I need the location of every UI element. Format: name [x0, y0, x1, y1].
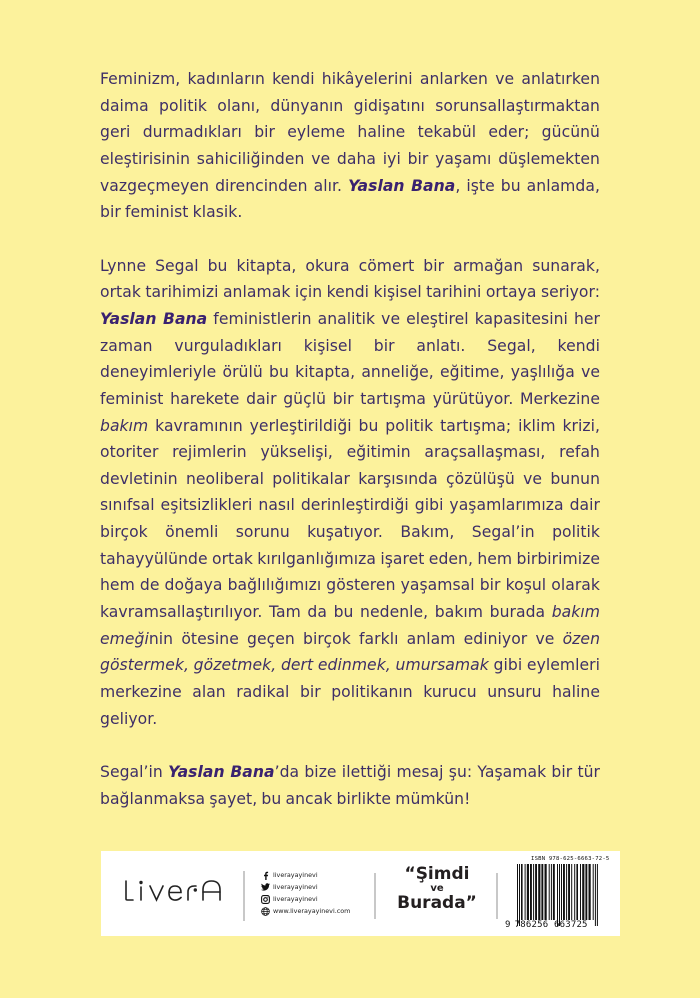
barcode-bar [519, 864, 520, 926]
social-links [261, 869, 350, 917]
barcode-bar [597, 864, 598, 926]
blurb-text: Segal’in [100, 763, 169, 782]
social-label: www.liverayayinevi.com [273, 907, 351, 915]
book-title-emphasis: Yaslan Bana [100, 309, 208, 328]
series-line-3: Burada” [397, 893, 477, 913]
barcode-bar [559, 864, 560, 926]
barcode-bar [535, 864, 537, 920]
barcode-bar [568, 864, 570, 920]
divider [243, 871, 245, 921]
social-link-facebook[interactable] [261, 869, 350, 881]
barcode-bar [561, 864, 562, 920]
blurb-text: kavramının yerleştirildiği bu politik tartışma; iklim krizi, otoriter rejimlerin yükselişi, eğitimin araçsallaşması, refah devletinin neoliberal politikalar karşısında çözülüşü ve bunun sınıfsal eşitsizlikleri nasıl derinleştirdiği gibi yaşamlarımıza dair birçok önemli sorunu kuşatıyor. Bakım, Segal’in politik tahayyülünde ortak kırılganlığımıza işaret eden, hem birbirimize hem de doğaya bağlılığımızı gösteren yaşamsal bir koşul olarak kavramsallaştırılıyor. Tam da bu nedenle, bakım burada [100, 416, 600, 622]
social-link-twitter[interactable] [261, 881, 350, 893]
barcode-icon [515, 864, 613, 926]
ean-digits [505, 920, 588, 930]
barcode-bar [595, 864, 596, 926]
barcode-bar [538, 864, 540, 920]
barcode-bar [557, 864, 558, 926]
barcode-bar [566, 864, 567, 920]
barcode-bar [527, 864, 529, 920]
italic-emphasis: özen göstermek, gözetmek, dert edinmek, umursamak [100, 629, 600, 675]
blurb-text: Feminizm, kadınların kendi hikâyelerini anlarken ve anlatırken daima politik olanı, dünyanın gidişatını sorunsallaştırmaktan geri durmadıkları bir eyleme haline tekabül eder; gücünü eleştirisinin sahiciliğinden ve daha iyi bir yaşamı düşlemekten vazgeçmeyen direncinden alır. [100, 70, 600, 195]
back-cover-blurb [100, 66, 600, 839]
barcode-bar [549, 864, 550, 920]
italic-emphasis: bakım emeği [100, 603, 600, 648]
barcode-bar [533, 864, 534, 920]
livera-logo-icon [123, 877, 235, 903]
publisher-info-strip [101, 851, 620, 936]
social-label: liverayayinevi [273, 871, 318, 879]
social-label: liverayayinevi [273, 895, 318, 903]
series-name [387, 865, 487, 913]
divider [374, 873, 376, 919]
isbn-label: ISBN 978-625-6663-72-5 [531, 856, 610, 862]
barcode-bar [563, 864, 565, 920]
blurb-text: nin ötesine geçen birçok farklı anlam ediniyor ve [148, 629, 563, 648]
barcode-bar [576, 864, 578, 920]
publisher-logo [123, 877, 235, 910]
ean-group-1: 786256 [514, 920, 549, 930]
social-link-website[interactable] [261, 905, 350, 917]
ean-first-digit: 9 [505, 920, 511, 930]
social-link-instagram[interactable] [261, 893, 350, 905]
barcode-bar [551, 864, 552, 920]
series-line-1: “Şimdi [404, 864, 470, 884]
italic-emphasis: bakım [100, 416, 149, 435]
barcode-bar [530, 864, 532, 920]
blurb-text: , işte bu anlamda, bir feminist klasik. [100, 176, 600, 222]
barcode-bar [521, 864, 523, 920]
twitter-icon [261, 883, 270, 892]
globe-icon [261, 907, 270, 916]
barcode-bar [553, 864, 555, 920]
instagram-icon [261, 895, 270, 904]
barcode-bar [593, 864, 594, 920]
barcode-bar [582, 864, 584, 920]
blurb-paragraph [100, 66, 600, 226]
blurb-text: feministlerin analitik ve eleştirel kapasitesini her zaman vurguladıkları kişisel bir anlatı. Segal, kendi deneyimleriyle örülü bu kitapta, anneliğe, eğitime, yaşlılığa ve feminist harekete dair güçlü bir tartışma yürütüyor. Merkezine [100, 309, 600, 408]
barcode-bar [545, 864, 547, 920]
facebook-icon [261, 871, 270, 880]
series-line-2: ve [430, 883, 444, 894]
blurb-paragraph [100, 253, 600, 733]
barcode-bar [541, 864, 543, 920]
divider [496, 873, 498, 919]
barcode-bar [580, 864, 581, 920]
barcode-bar [574, 864, 575, 920]
blurb-text: gibi eylemleri merkezine alan radikal bir politikanın kurucu unsuru haline geliyor. [100, 656, 600, 728]
social-label: liverayayinevi [273, 883, 318, 891]
barcode-bar [525, 864, 526, 920]
isbn-barcode [505, 856, 615, 936]
book-title-emphasis: Yaslan Bana [348, 176, 456, 195]
blurb-text: ’da bize ilettiği mesaj şu: Yaşamak bir tür bağlanmaksa şayet, bu ancak birlikte mümkün! [100, 763, 600, 808]
barcode-bar [571, 864, 572, 920]
barcode-bar [517, 864, 518, 926]
barcode-bar [585, 864, 587, 920]
book-title-emphasis: Yaslan Bana [168, 763, 275, 782]
ean-group-2: 663725 [553, 920, 588, 930]
blurb-text: Lynne Segal bu kitapta, okura cömert bir armağan sunarak, ortak tarihimizi anlamak için kendi kişisel tarihini ortaya seriyor: [100, 256, 600, 302]
barcode-bar [589, 864, 591, 920]
blurb-paragraph [100, 759, 600, 812]
